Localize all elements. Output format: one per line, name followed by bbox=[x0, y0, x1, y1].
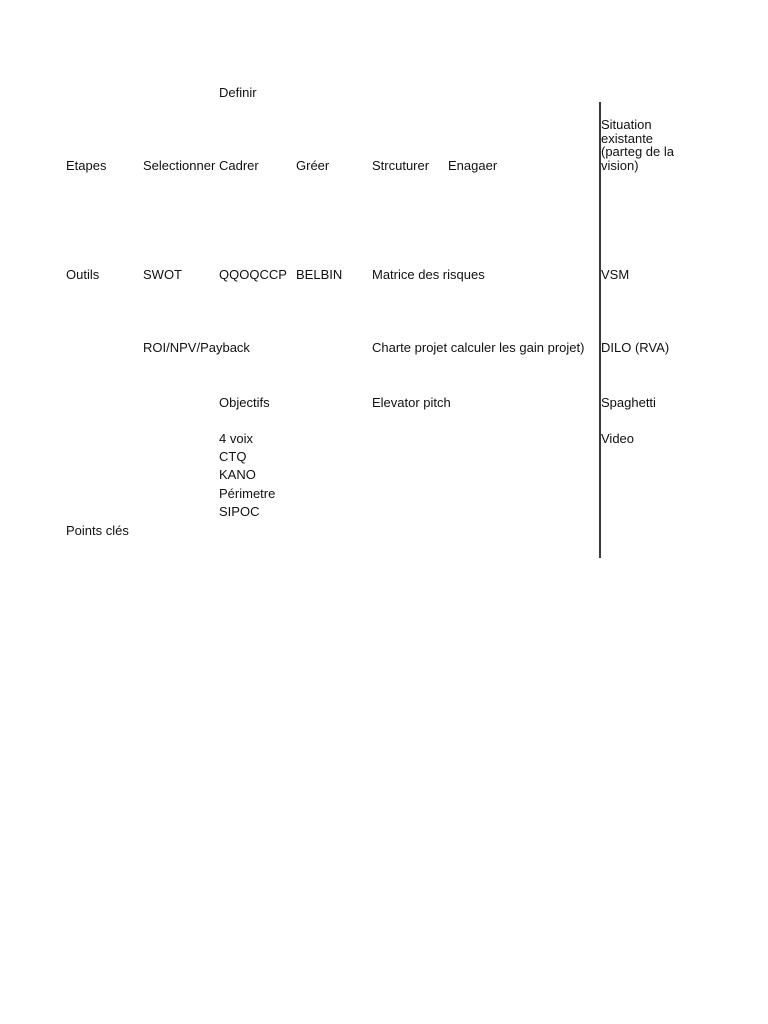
tool-elevator-pitch: Elevator pitch bbox=[372, 395, 451, 410]
step-greer: Gréer bbox=[296, 158, 330, 173]
row-label-outils: Outils bbox=[66, 267, 100, 282]
tool-video: Video bbox=[601, 431, 635, 446]
tool-dilo-rva: DILO (RVA) bbox=[601, 340, 670, 355]
tool-4-voix: 4 voix bbox=[219, 431, 253, 446]
tool-vsm: VSM bbox=[601, 267, 630, 282]
tool-ctq: CTQ bbox=[219, 449, 247, 464]
tool-objectifs: Objectifs bbox=[219, 395, 270, 410]
tool-kano: KANO bbox=[219, 467, 256, 482]
row-label-etapes: Etapes bbox=[66, 158, 107, 173]
tool-spaghetti: Spaghetti bbox=[601, 395, 656, 410]
step-engager: Enagaer bbox=[448, 158, 498, 173]
tool-perimetre: Périmetre bbox=[219, 486, 276, 501]
step-selectionner: Selectionner bbox=[143, 158, 216, 173]
tool-matrice-des-risques: Matrice des risques bbox=[372, 267, 485, 282]
tool-swot: SWOT bbox=[143, 267, 182, 282]
tool-belbin: BELBIN bbox=[296, 267, 343, 282]
row-label-points-cles: Points clés bbox=[66, 523, 129, 538]
tool-roi-npv-payback: ROI/NPV/Payback bbox=[143, 340, 250, 355]
step-cadrer: Cadrer bbox=[219, 158, 259, 173]
step-situation-existante: Situation existante (parteg de la vision) bbox=[601, 117, 674, 173]
header-definir: Definir bbox=[219, 85, 257, 100]
step-structurer: Strcuturer bbox=[372, 158, 430, 173]
tool-sipoc: SIPOC bbox=[219, 504, 260, 519]
tool-qqoqccp: QQOQCCP bbox=[219, 267, 287, 282]
tool-charte-projet: Charte projet calculer les gain projet) bbox=[372, 340, 585, 355]
